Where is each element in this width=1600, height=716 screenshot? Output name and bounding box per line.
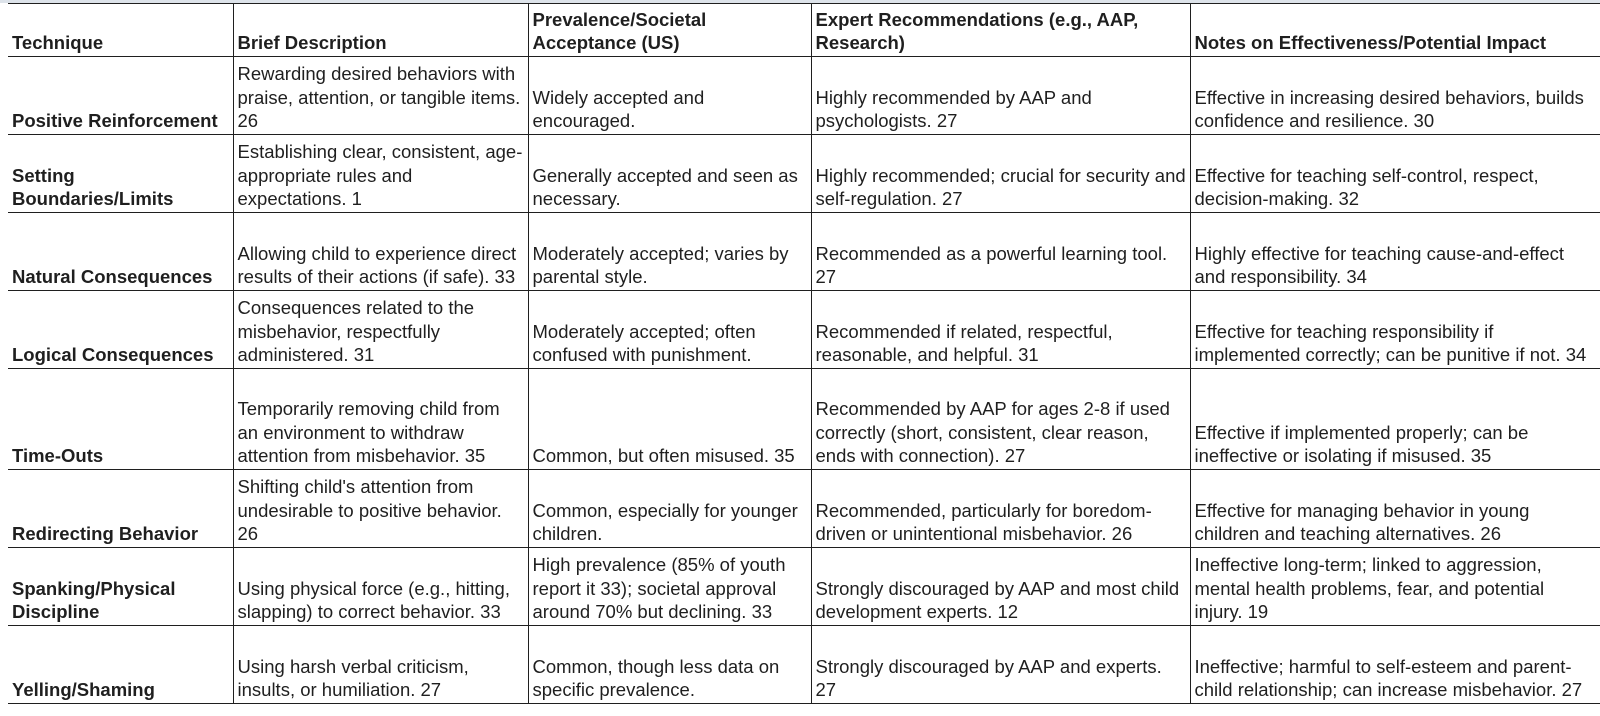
table-row bbox=[8, 291, 1600, 369]
description-cell[interactable]: Temporarily removing child from an environment to withdraw attention from misbehavior. 35 bbox=[233, 369, 528, 470]
recommendation-cell[interactable]: Highly recommended by AAP and psychologists. 27 bbox=[811, 57, 1190, 135]
prevalence-cell[interactable]: Common, but often misused. 35 bbox=[528, 369, 811, 470]
description-cell[interactable]: Rewarding desired behaviors with praise, attention, or tangible items. 26 bbox=[233, 57, 528, 135]
prevalence-cell[interactable]: Moderately accepted; varies by parental style. bbox=[528, 213, 811, 291]
prevalence-cell[interactable]: Widely accepted and encouraged. bbox=[528, 57, 811, 135]
description-cell[interactable]: Establishing clear, consistent, age-appropriate rules and expectations. 1 bbox=[233, 135, 528, 213]
technique-cell[interactable]: Positive Reinforcement bbox=[8, 57, 233, 135]
recommendation-cell[interactable]: Recommended if related, respectful, reasonable, and helpful. 31 bbox=[811, 291, 1190, 369]
header-prevalence[interactable]: Prevalence/Societal Acceptance (US) bbox=[528, 4, 811, 57]
prevalence-cell[interactable]: Common, especially for younger children. bbox=[528, 470, 811, 548]
technique-cell[interactable]: Natural Consequences bbox=[8, 213, 233, 291]
prevalence-cell[interactable]: High prevalence (85% of youth report it 33); societal approval around 70% but declining. 33 bbox=[528, 548, 811, 626]
header-technique[interactable]: Technique bbox=[8, 4, 233, 57]
table-row bbox=[8, 369, 1600, 470]
table-row bbox=[8, 135, 1600, 213]
recommendation-cell[interactable]: Strongly discouraged by AAP and experts. 27 bbox=[811, 626, 1190, 704]
description-cell[interactable]: Using physical force (e.g., hitting, slapping) to correct behavior. 33 bbox=[233, 548, 528, 626]
effectiveness-cell[interactable]: Effective if implemented properly; can be ineffective or isolating if misused. 35 bbox=[1190, 369, 1600, 470]
recommendation-cell[interactable]: Recommended by AAP for ages 2-8 if used correctly (short, consistent, clear reason, ends with connection). 27 bbox=[811, 369, 1190, 470]
effectiveness-cell[interactable]: Effective for teaching responsibility if implemented correctly; can be punitive if not. 34 bbox=[1190, 291, 1600, 369]
effectiveness-cell[interactable]: Effective in increasing desired behaviors, builds confidence and resilience. 30 bbox=[1190, 57, 1600, 135]
prevalence-cell[interactable]: Moderately accepted; often confused with punishment. bbox=[528, 291, 811, 369]
technique-cell[interactable]: Time-Outs bbox=[8, 369, 233, 470]
recommendation-cell[interactable]: Recommended as a powerful learning tool. 27 bbox=[811, 213, 1190, 291]
recommendation-cell[interactable]: Recommended, particularly for boredom-driven or unintentional misbehavior. 26 bbox=[811, 470, 1190, 548]
table-row bbox=[8, 626, 1600, 704]
description-cell[interactable]: Using harsh verbal criticism, insults, or humiliation. 27 bbox=[233, 626, 528, 704]
description-cell[interactable]: Allowing child to experience direct results of their actions (if safe). 33 bbox=[233, 213, 528, 291]
header-row bbox=[8, 4, 1600, 57]
prevalence-cell[interactable]: Generally accepted and seen as necessary. bbox=[528, 135, 811, 213]
effectiveness-cell[interactable]: Highly effective for teaching cause-and-effect and responsibility. 34 bbox=[1190, 213, 1600, 291]
technique-cell[interactable]: Spanking/Physical Discipline bbox=[8, 548, 233, 626]
technique-cell[interactable]: Redirecting Behavior bbox=[8, 470, 233, 548]
recommendation-cell[interactable]: Highly recommended; crucial for security and self-regulation. 27 bbox=[811, 135, 1190, 213]
technique-cell[interactable]: Logical Consequences bbox=[8, 291, 233, 369]
effectiveness-cell[interactable]: Ineffective; harmful to self-esteem and parent-child relationship; can increase misbehavior. 27 bbox=[1190, 626, 1600, 704]
prevalence-cell[interactable]: Common, though less data on specific prevalence. bbox=[528, 626, 811, 704]
table-row bbox=[8, 57, 1600, 135]
header-effectiveness-notes[interactable]: Notes on Effectiveness/Potential Impact bbox=[1190, 4, 1600, 57]
table-row bbox=[8, 548, 1600, 626]
effectiveness-cell[interactable]: Effective for managing behavior in young children and teaching alternatives. 26 bbox=[1190, 470, 1600, 548]
discipline-techniques-table bbox=[8, 3, 1600, 704]
table-row bbox=[8, 470, 1600, 548]
recommendation-cell[interactable]: Strongly discouraged by AAP and most child development experts. 12 bbox=[811, 548, 1190, 626]
description-cell[interactable]: Consequences related to the misbehavior, respectfully administered. 31 bbox=[233, 291, 528, 369]
header-expert-recommendations[interactable]: Expert Recommendations (e.g., AAP, Research) bbox=[811, 4, 1190, 57]
effectiveness-cell[interactable]: Ineffective long-term; linked to aggression, mental health problems, fear, and potential injury. 19 bbox=[1190, 548, 1600, 626]
technique-cell[interactable]: Yelling/Shaming bbox=[8, 626, 233, 704]
technique-cell[interactable]: Setting Boundaries/Limits bbox=[8, 135, 233, 213]
effectiveness-cell[interactable]: Effective for teaching self-control, respect, decision-making. 32 bbox=[1190, 135, 1600, 213]
header-brief-description[interactable]: Brief Description bbox=[233, 4, 528, 57]
table-row bbox=[8, 213, 1600, 291]
description-cell[interactable]: Shifting child's attention from undesirable to positive behavior. 26 bbox=[233, 470, 528, 548]
